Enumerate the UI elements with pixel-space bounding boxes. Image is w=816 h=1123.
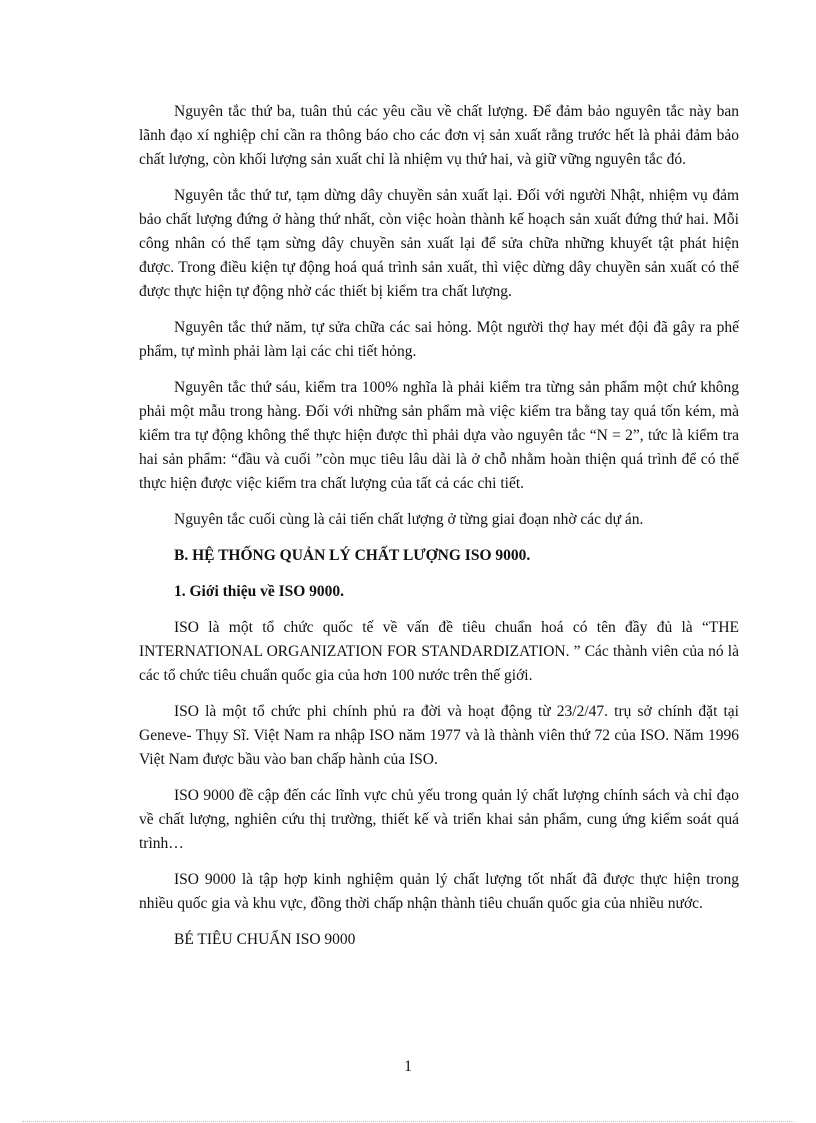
standards-set-line: BÉ TIÊU CHUẨN ISO 9000 (174, 931, 356, 948)
paragraph-principle-6: Nguyên tắc thứ sáu, kiểm tra 100% nghĩa là phải kiểm tra từng sản phẩm một chứ không phải một mẫu trong hàng. Đối với những sản phẩm mà việc kiểm tra bằng tay quá tốn kém, mà kiểm tra tự động không thể thực hiện được thì phải dựa vào nguyên tắc “N = 2”, tức là kiểm tra hai sản phẩm: “đầu và cuối ”còn mục tiêu lâu dài là ở chỗ nhằm hoàn thiện quá trình để có thể thực hiện được việc kiểm tra chất lượng của tất cả các chi tiết. (139, 379, 739, 492)
paragraph-iso-intro: ISO là một tổ chức quốc tế về vấn đề tiêu chuẩn hoá có tên đầy đủ là “THE INTERNATIONAL ORGANIZATION FOR STANDARDIZATION. ” Các thành viên của nó là các tổ chức tiêu chuẩn quốc gia của hơn 100 nước trên thế giới. (139, 619, 739, 684)
paragraph-principle-4: Nguyên tắc thứ tư, tạm dừng dây chuyền sản xuất lại. Đối với người Nhật, nhiệm vụ đảm bảo chất lượng đứng ở hàng thứ nhất, còn việc hoàn thành kế hoạch sản xuất đứng thứ hai. Mỗi công nhân có thể tạm sừng dây chuyền sản xuất lại để sửa chữa những khuyết tật phát hiện được. Trong điều kiện tự động hoá quá trình sản xuất, thì việc dừng dây chuyền sản xuất có thể được thực hiện tự động nhờ các thiết bị kiểm tra chất lượng. (139, 187, 739, 300)
page-body (139, 100, 739, 964)
paragraph-iso-scope: ISO 9000 đề cập đến các lĩnh vực chủ yếu trong quản lý chất lượng chính sách và chỉ đạo về chất lượng, nghiên cứu thị trường, thiết kế và triển khai sản phẩm, cung ứng kiểm soát quá trình… (139, 787, 739, 852)
section-heading-b: B. HỆ THỐNG QUẢN LÝ CHẤT LƯỢNG ISO 9000. (174, 547, 531, 564)
paragraph-principle-final: Nguyên tắc cuối cùng là cải tiến chất lượng ở từng giai đoạn nhờ các dự án. (174, 511, 644, 528)
paragraph-principle-3: Nguyên tắc thứ ba, tuân thủ các yêu cầu về chất lượng. Để đảm bảo nguyên tắc này ban lãnh đạo xí nghiệp chỉ cần ra thông báo cho các đơn vị sản xuất rằng trước hết là phải đảm bảo chất lượng, còn khối lượng sản xuất chỉ là nhiệm vụ thứ hai, và giữ vững nguyên tắc đó. (139, 103, 739, 168)
page-number: 1 (404, 1058, 412, 1075)
paragraph-principle-5: Nguyên tắc thứ năm, tự sửa chữa các sai hỏng. Một người thợ hay mét đội đã gây ra phế phẩm, tự mình phải làm lại các chi tiết hỏng. (139, 319, 739, 360)
paragraph-iso-history: ISO là một tổ chức phi chính phủ ra đời và hoạt động từ 23/2/47. trụ sở chính đặt tại Geneve- Thụy Sĩ. Việt Nam ra nhập ISO năm 1977 và là thành viên thứ 72 của ISO. Năm 1996 Việt Nam được bầu vào ban chấp hành của ISO. (139, 703, 739, 768)
page-break-divider (22, 1121, 794, 1122)
subsection-heading-1: 1. Giới thiệu về ISO 9000. (174, 583, 345, 600)
paragraph-iso-experience: ISO 9000 là tập hợp kinh nghiệm quản lý chất lượng tốt nhất đã được thực hiện trong nhiều quốc gia và khu vực, đồng thời chấp nhận thành tiêu chuẩn quốc gia của nhiều nước. (139, 871, 739, 912)
